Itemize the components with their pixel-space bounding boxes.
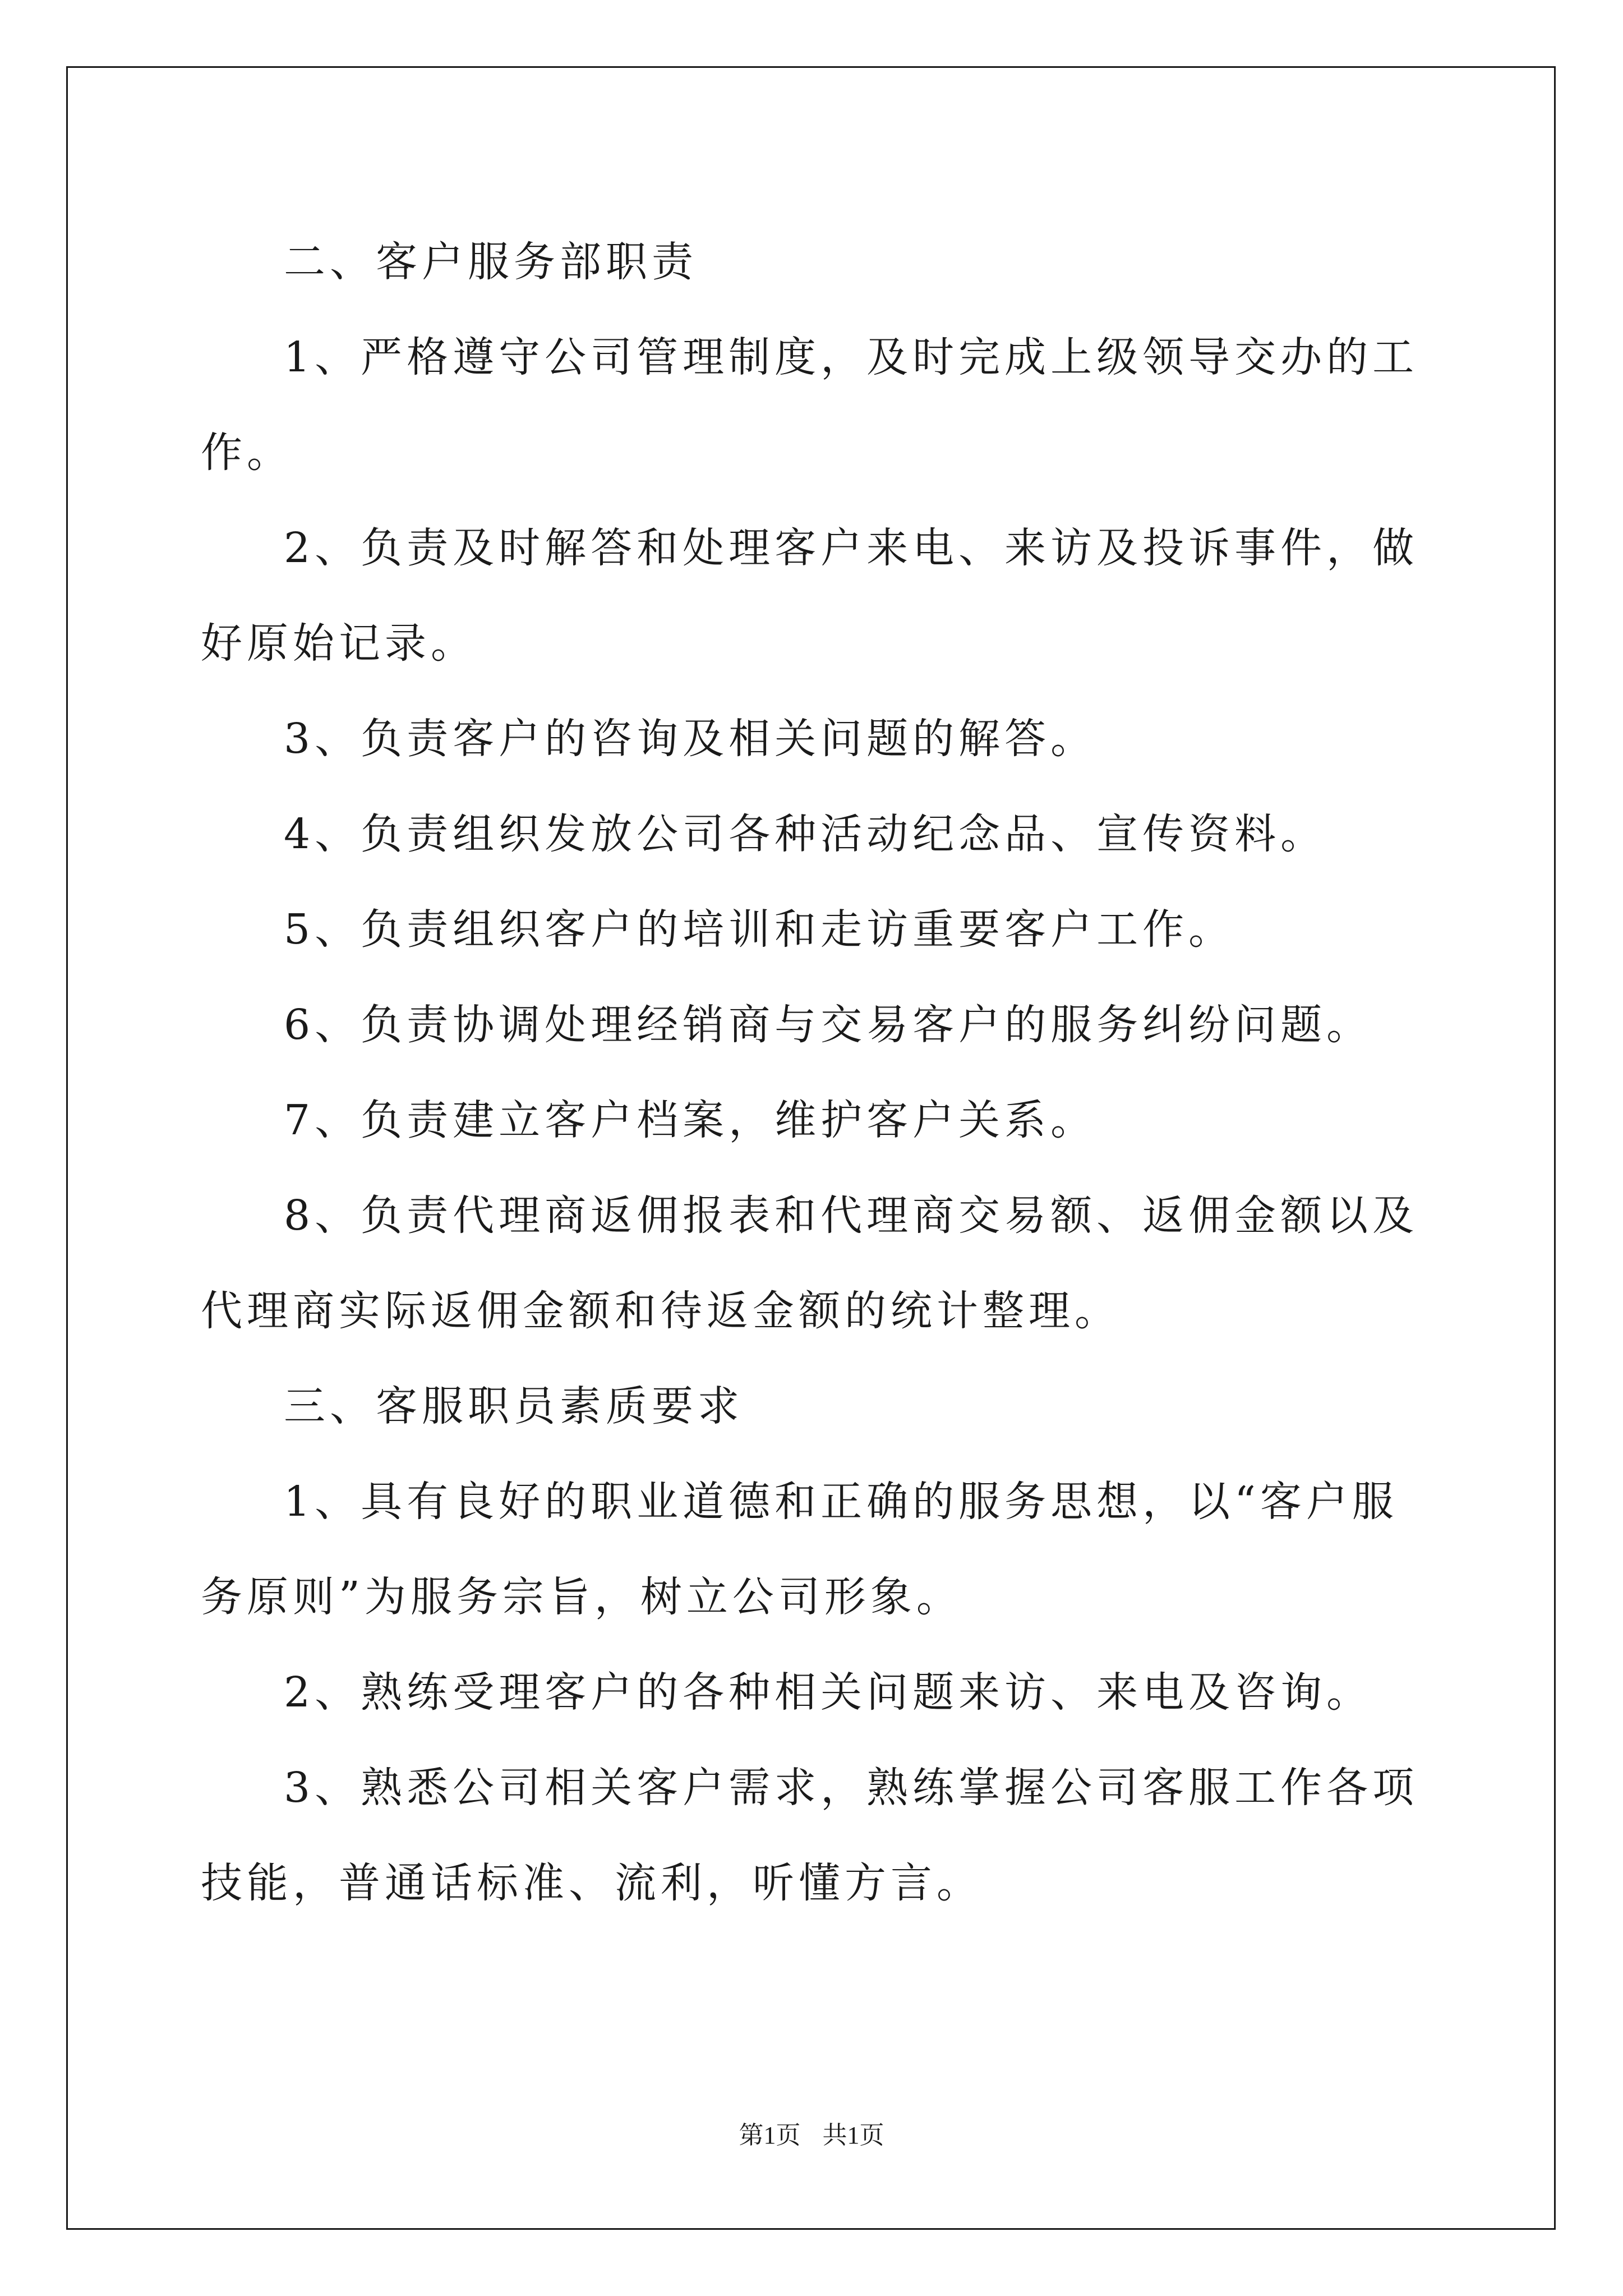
page-count: 共1页	[822, 2122, 884, 2149]
list-item: 2、负责及时解答和处理客户来电、来访及投诉事件，做好原始记录。	[201, 524, 1419, 668]
list-item: 2、熟练受理客户的各种相关问题来访、来电及咨询。	[284, 1668, 1373, 1717]
list-item: 3、熟悉公司相关客户需求，熟练掌握公司客服工作各项技能，普通话标准、流利，听懂方言。	[201, 1764, 1419, 1907]
list-item: 8、负责代理商返佣报表和代理商交易额、返佣金额以及代理商实际返佣金额和待返金额的统计整理。	[201, 1191, 1419, 1335]
section-heading: 二、客户服务部职责	[284, 238, 698, 286]
list-item: 4、负责组织发放公司各种活动纪念品、宣传资料。	[284, 810, 1327, 858]
list-item: 3、负责客户的咨询及相关问题的解答。	[284, 715, 1097, 763]
document-body	[201, 214, 1432, 1931]
list-item: 6、负责协调处理经销商与交易客户的服务纠纷问题。	[284, 1001, 1373, 1049]
section-heading: 三、客服职员素质要求	[284, 1382, 744, 1430]
list-item: 7、负责建立客户档案，维护客户关系。	[284, 1096, 1097, 1144]
list-item: 5、负责组织客户的培训和走访重要客户工作。	[284, 905, 1235, 954]
list-item: 1、具有良好的职业道德和正确的服务思想，以“客户服务原则”为服务宗旨，树立公司形象。	[201, 1478, 1398, 1621]
list-item: 1、严格遵守公司管理制度，及时完成上级领导交办的工作。	[201, 333, 1419, 477]
page-number: 第1页	[739, 2122, 801, 2149]
page-footer	[0, 2115, 1623, 2151]
